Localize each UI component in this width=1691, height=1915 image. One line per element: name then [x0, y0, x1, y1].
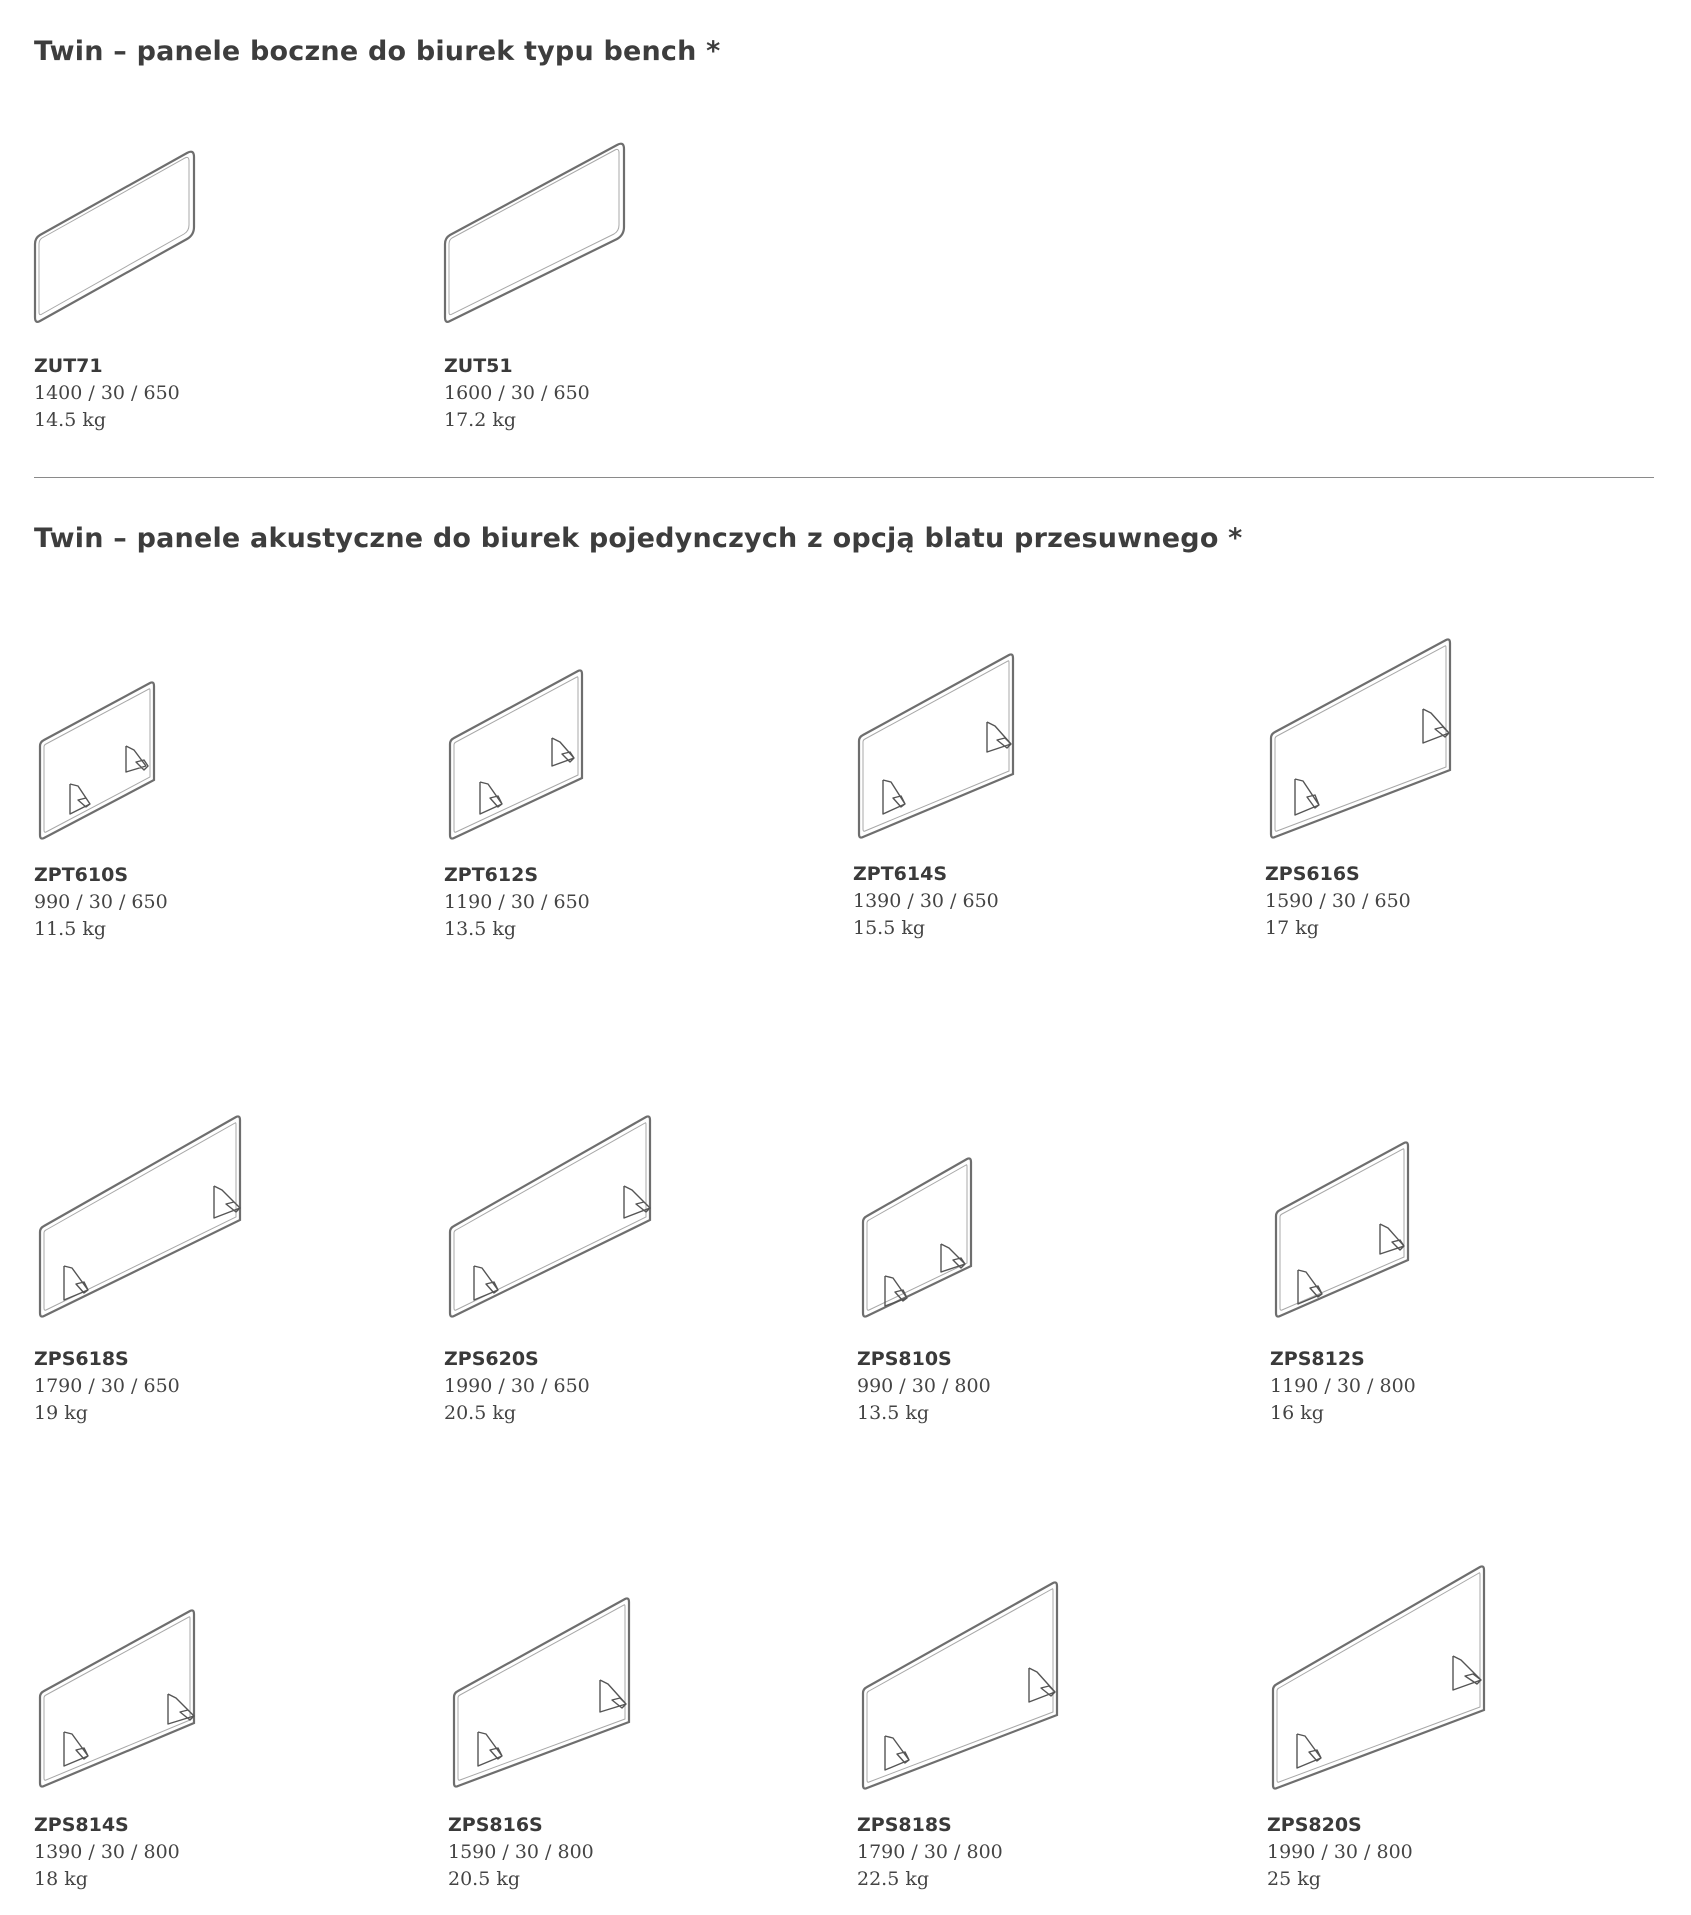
product-weight: 14.5 kg — [34, 409, 107, 431]
product-code: ZPS810S — [857, 1348, 952, 1370]
product-code: ZPS818S — [857, 1814, 952, 1836]
acoustic-panel-drawing — [857, 1156, 997, 1326]
product-dimensions: 1990 / 30 / 650 — [444, 1375, 590, 1397]
product-weight: 17 kg — [1265, 917, 1319, 939]
section-title-bench-side-panels: Twin – panele boczne do biurek typu bench * — [34, 36, 721, 67]
product-code: ZPS616S — [1265, 863, 1360, 885]
acoustic-panel-drawing — [34, 1114, 254, 1314]
product-dimensions: 1990 / 30 / 800 — [1267, 1841, 1413, 1863]
product-dimensions: 990 / 30 / 650 — [34, 891, 168, 913]
product-dimensions: 1400 / 30 / 650 — [34, 382, 180, 404]
acoustic-panel-drawing — [444, 1114, 664, 1314]
product-code: ZPS814S — [34, 1814, 129, 1836]
product-weight: 20.5 kg — [448, 1868, 521, 1890]
product-weight: 19 kg — [34, 1402, 88, 1424]
product-weight: 18 kg — [34, 1868, 88, 1890]
product-dimensions: 1390 / 30 / 650 — [853, 890, 999, 912]
acoustic-panel-drawing — [857, 1580, 1067, 1785]
acoustic-panel-drawing — [34, 1608, 214, 1788]
product-dimensions: 1190 / 30 / 650 — [444, 891, 590, 913]
side-panel-drawing — [34, 148, 204, 328]
product-dimensions: 1590 / 30 / 650 — [1265, 890, 1411, 912]
product-code: ZUT71 — [34, 355, 103, 377]
product-dimensions: 1590 / 30 / 800 — [448, 1841, 594, 1863]
product-code: ZUT51 — [444, 355, 513, 377]
product-code: ZPS620S — [444, 1348, 539, 1370]
product-dimensions: 1600 / 30 / 650 — [444, 382, 590, 404]
acoustic-panel-drawing — [444, 668, 604, 833]
product-weight: 13.5 kg — [857, 1402, 930, 1424]
acoustic-panel-drawing — [448, 1596, 648, 1786]
product-code: ZPS816S — [448, 1814, 543, 1836]
product-dimensions: 1390 / 30 / 800 — [34, 1841, 180, 1863]
acoustic-panel-drawing — [853, 652, 1033, 832]
product-weight: 20.5 kg — [444, 1402, 517, 1424]
product-code: ZPT610S — [34, 864, 129, 886]
acoustic-panel-drawing — [34, 680, 174, 830]
section-divider — [34, 477, 1654, 478]
product-dimensions: 990 / 30 / 800 — [857, 1375, 991, 1397]
product-dimensions: 1790 / 30 / 650 — [34, 1375, 180, 1397]
side-panel-drawing — [444, 140, 634, 330]
product-code: ZPS820S — [1267, 1814, 1362, 1836]
product-dimensions: 1190 / 30 / 800 — [1270, 1375, 1416, 1397]
product-weight: 22.5 kg — [857, 1868, 930, 1890]
product-weight: 11.5 kg — [34, 918, 107, 940]
product-weight: 15.5 kg — [853, 917, 926, 939]
acoustic-panel-drawing — [1267, 1564, 1487, 1784]
product-weight: 17.2 kg — [444, 409, 517, 431]
acoustic-panel-drawing — [1270, 1140, 1430, 1320]
product-weight: 25 kg — [1267, 1868, 1321, 1890]
product-code: ZPT614S — [853, 863, 948, 885]
product-code: ZPS812S — [1270, 1348, 1365, 1370]
product-weight: 16 kg — [1270, 1402, 1324, 1424]
acoustic-panel-drawing — [1265, 637, 1465, 832]
product-code: ZPT612S — [444, 864, 539, 886]
product-dimensions: 1790 / 30 / 800 — [857, 1841, 1003, 1863]
product-weight: 13.5 kg — [444, 918, 517, 940]
product-code: ZPS618S — [34, 1348, 129, 1370]
section-title-acoustic-panels: Twin – panele akustyczne do biurek pojedynczych z opcją blatu przesuwnego * — [34, 523, 1243, 554]
